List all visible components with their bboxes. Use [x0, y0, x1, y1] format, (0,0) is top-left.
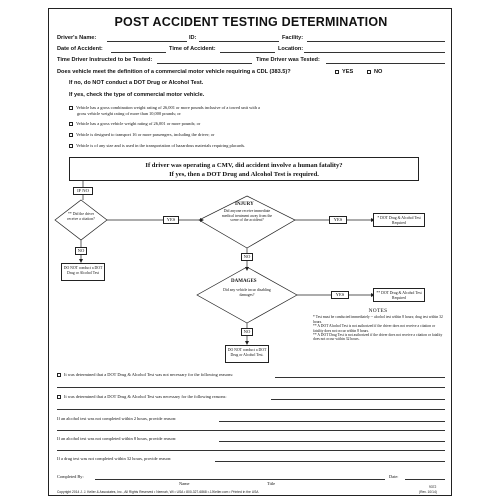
vehicle-type-item[interactable]: Vehicle has a gross combination weight rating of 26,001 or more pounds inclusive of a towed unit with a: [69, 105, 260, 110]
drug-32hr-reason-field[interactable]: [215, 461, 445, 462]
determination-not-necessary[interactable]: It was determined that a DOT Drug & Alcohol Test was not necessary for the following reasons:: [57, 372, 233, 377]
form-page: [48, 8, 452, 496]
determination-checkbox[interactable]: [57, 373, 61, 377]
time-tested-label: Time Driver was Tested:: [256, 57, 320, 63]
citation-question: ** Did the driver receive a citation?: [67, 212, 95, 221]
name-caption: Name: [179, 481, 190, 486]
completed-by-label: Completed By:: [57, 474, 84, 479]
notes-section: [313, 309, 443, 342]
if-yes-instruction: If yes, check the type of commercial motor vehicle.: [69, 92, 205, 98]
citation-yes-tag: YES: [163, 216, 179, 224]
note-item: * Test must be conducted immediately -- alcohol test within 8 hours; drug test within 32 hours.: [313, 315, 443, 324]
fatality-question: If driver was operating a CMV, did accident involve a human fatality?: [145, 162, 343, 169]
drug-32hr-reason-label: If a drug test was not completed within 32 hours, provide reason:: [57, 456, 172, 461]
date-label: Date:: [389, 474, 399, 479]
id-label: ID:: [189, 35, 197, 41]
determination-necessary[interactable]: It was determined that a DOT Drug & Alcohol Test was necessary for the following reasons:: [57, 394, 227, 399]
cdl-no-option[interactable]: NO: [367, 69, 382, 75]
test-required-box: * DOT Drug & Alcohol Test Required: [373, 213, 425, 227]
damages-title: DAMAGES: [231, 279, 257, 284]
damages-yes-tag: YES: [331, 291, 349, 299]
completed-by-field[interactable]: [95, 479, 385, 480]
alcohol-2hr-reason-line[interactable]: [57, 430, 445, 431]
date-of-accident-label: Date of Accident:: [57, 46, 103, 52]
vehicle-type-item[interactable]: Vehicle has a gross vehicle weight rating of 26,001 or more pounds; or: [69, 121, 200, 126]
date-field[interactable]: [405, 479, 445, 480]
facility-label: Facility:: [282, 35, 304, 41]
vehicle-type-item[interactable]: Vehicle is of any size and is used in the transportation of hazardous materials requiring placards.: [69, 143, 245, 148]
vehicle-type-item-cont: gross vehicle weight rating of more than 10,000 pounds; or: [77, 111, 181, 116]
revision-label: (Rev. 10/14): [419, 490, 437, 494]
alcohol-8hr-reason-label: If an alcohol test was not completed within 8 hours, provide reason:: [57, 436, 177, 441]
necessary-reason-line[interactable]: [57, 409, 445, 410]
no-test-box: DO NOT conduct a DOT Drug or Alcohol Test: [61, 263, 105, 281]
no-test-box-2: DO NOT conduct a DOT Drug or Alcohol Test.: [225, 345, 269, 363]
cdl-question: Does vehicle meet the definition of a commercial motor vehicle requiring a CDL (383.5)?: [57, 69, 291, 75]
page-title: POST ACCIDENT TESTING DETERMINATION: [114, 15, 388, 29]
damages-question: Did any vehicle incur disabling damages?: [223, 288, 271, 297]
test-required-box-2: ** DOT Drug & Alcohol Test Required: [373, 288, 425, 302]
driver-name-label: Driver's Name:: [57, 35, 97, 41]
form-number: 9372: [429, 485, 437, 489]
time-instructed-label: Time Driver Instructed to be Tested:: [57, 57, 153, 63]
damages-no-tag: NO: [241, 328, 253, 336]
time-of-accident-label: Time of Accident:: [169, 46, 216, 52]
copyright-footer: Copyright 2014 J. J. Keller & Associates, Inc., All Rights Reserved • Neenah, WI • USA • 800-327-6868 • JJKeller.com • Printed in the USA: [57, 490, 259, 494]
injury-question: Did anyone receive immediate medical treatment away from the scene of the accident?: [221, 209, 273, 223]
note-item: ** A DOT Drug Test is not authorized if the driver does not receive a citation or fatality does not occur within 32 hours.: [313, 333, 443, 342]
note-item: ** A DOT Alcohol Test is not authorized if the driver does not receive a citation or fatality does not occur within 8 hours.: [313, 324, 436, 333]
location-label: Location:: [278, 46, 304, 52]
if-no-instruction: If no, do NOT conduct a DOT Drug or Alcohol Test.: [69, 80, 204, 86]
necessary-reason-field[interactable]: [271, 399, 445, 400]
alcohol-8hr-reason-field[interactable]: [219, 441, 445, 442]
injury-no-tag: NO: [241, 253, 253, 261]
injury-yes-tag: YES: [329, 216, 347, 224]
not-necessary-reason-line[interactable]: [57, 387, 445, 388]
notes-heading: NOTES: [368, 308, 388, 314]
citation-no-tag: NO: [75, 247, 87, 255]
alcohol-8hr-reason-line[interactable]: [57, 450, 445, 451]
fatality-instruction: If yes, then a DOT Drug and Alcohol Test is required.: [169, 171, 319, 178]
title-caption: Title: [267, 481, 276, 486]
cdl-yes-option[interactable]: YES: [335, 69, 353, 75]
determination-checkbox[interactable]: [57, 395, 61, 399]
vehicle-type-item[interactable]: Vehicle is designed to transport 16 or more passengers, including the driver; or: [69, 132, 214, 137]
if-no-tag: IF NO: [73, 187, 93, 195]
alcohol-2hr-reason-label: If an alcohol test was not completed within 2 hours, provide reason:: [57, 416, 177, 421]
injury-title: INJURY: [235, 202, 254, 207]
not-necessary-reason-field[interactable]: [275, 377, 445, 378]
alcohol-2hr-reason-field[interactable]: [219, 421, 445, 422]
